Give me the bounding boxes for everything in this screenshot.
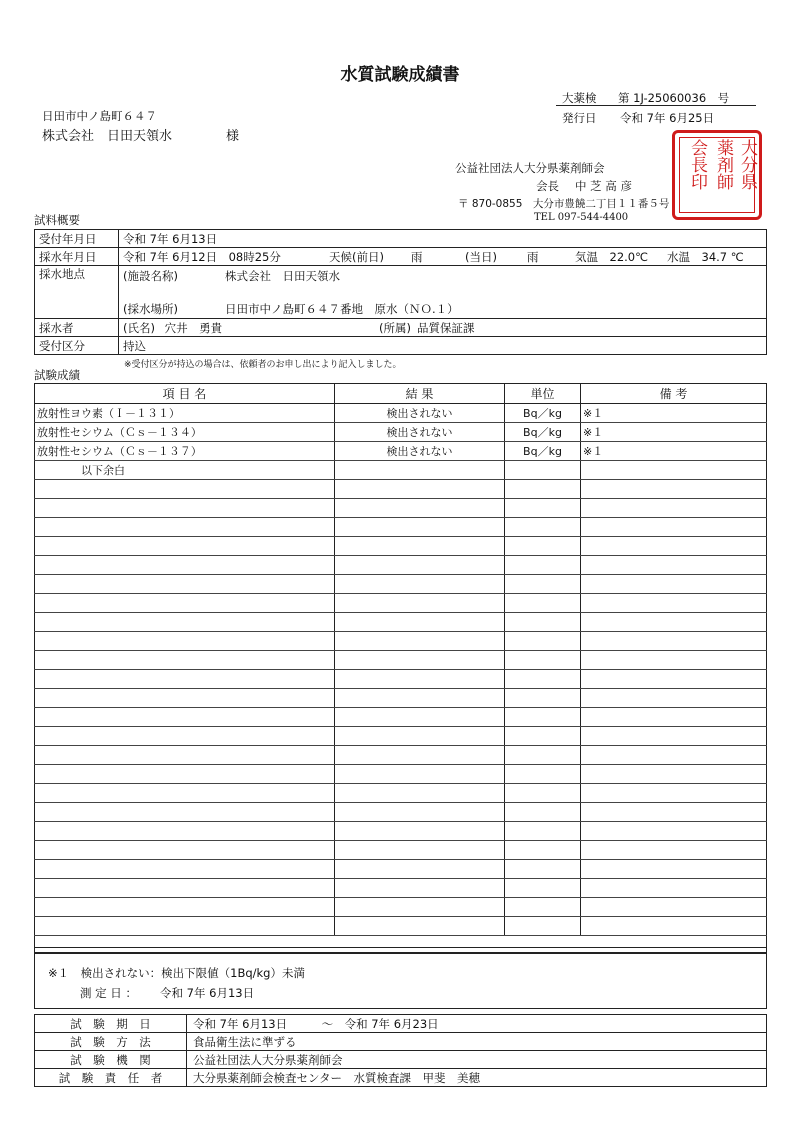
facility-value: 株式会社 日田天領水 (225, 269, 340, 283)
table-row (35, 423, 767, 442)
empty-cell (35, 879, 335, 898)
empty-cell (35, 670, 335, 689)
empty-cell (335, 556, 505, 575)
empty-cell (581, 499, 767, 518)
item-result: 検出されない (335, 404, 505, 423)
empty-cell (505, 461, 581, 480)
item-name: 放射性ヨウ素（Ｉ－１３１） (35, 404, 335, 423)
empty-cell (335, 841, 505, 860)
blank-table-row (35, 860, 767, 879)
empty-cell (505, 651, 581, 670)
empty-cell (335, 480, 505, 499)
sampler-name: 穴井 勇貴 (164, 320, 223, 335)
seal-column-4: 会長印 (687, 139, 707, 190)
blank-table-row (35, 575, 767, 594)
overview-row-received (35, 230, 767, 248)
issuer-telephone: TEL 097-544-4400 (534, 212, 629, 223)
empty-cell (505, 556, 581, 575)
empty-cell (581, 841, 767, 860)
item-remark: ※１ (581, 423, 767, 442)
empty-cell (505, 917, 581, 936)
empty-cell (505, 708, 581, 727)
empty-cell (35, 841, 335, 860)
empty-cell (505, 822, 581, 841)
empty-cell (581, 784, 767, 803)
overview-section-label: 試料概要 (34, 213, 80, 227)
empty-cell (35, 575, 335, 594)
blank-table-row (35, 613, 767, 632)
empty-cell (581, 556, 767, 575)
empty-cell (581, 765, 767, 784)
empty-cell (581, 518, 767, 537)
seal-column-2: 薬剤師 (713, 139, 733, 190)
header-item-name: 項 目 名 (35, 384, 335, 404)
air-temperature: 気温 22.0℃ (575, 250, 649, 264)
empty-cell (505, 879, 581, 898)
empty-cell (335, 594, 505, 613)
empty-cell (581, 594, 767, 613)
empty-cell (581, 670, 767, 689)
seal-column-1: 大分県 (737, 139, 757, 190)
blank-table-row (35, 518, 767, 537)
blank-table-row (35, 822, 767, 841)
document-title: 水質試験成績書 (340, 65, 460, 85)
blank-table-row (35, 689, 767, 708)
sampler-dept: 品質保証課 (417, 321, 475, 335)
empty-cell (35, 537, 335, 556)
blank-table-row (35, 803, 767, 822)
test-info-row (35, 1051, 767, 1069)
empty-cell (335, 575, 505, 594)
test-period-label: 試 験 期 日 (35, 1015, 187, 1033)
empty-cell (35, 613, 335, 632)
empty-cell (335, 689, 505, 708)
item-result: 検出されない (335, 423, 505, 442)
empty-cell (505, 898, 581, 917)
blank-table-row (35, 841, 767, 860)
empty-cell (505, 480, 581, 499)
test-period-value: 令和 7年 6月13日 ～ 令和 7年 6月23日 (187, 1015, 767, 1033)
item-unit: Bq／kg (505, 404, 581, 423)
empty-cell (581, 651, 767, 670)
weather-day-value: 雨 (527, 250, 539, 264)
blank-table-row (35, 708, 767, 727)
empty-cell (335, 898, 505, 917)
results-table (34, 383, 767, 936)
empty-cell (505, 746, 581, 765)
header-unit: 単位 (505, 384, 581, 404)
empty-cell (581, 575, 767, 594)
reception-note: ※受付区分が持込の場合は、依頼者のお申し出により記入しました。 (124, 360, 402, 370)
item-name: 放射性セシウム（Ｃｓ－１３４） (35, 423, 335, 442)
empty-cell (505, 518, 581, 537)
received-label: 受付年月日 (35, 230, 119, 248)
empty-cell (505, 765, 581, 784)
weather-prev-label: 天候(前日) (329, 250, 384, 264)
empty-cell (581, 708, 767, 727)
results-section-label: 試験成績 (34, 368, 80, 382)
weather-day-label: (当日) (465, 250, 497, 264)
header-remarks: 備 考 (581, 384, 767, 404)
blank-table-row (35, 594, 767, 613)
empty-cell (35, 689, 335, 708)
empty-cell (335, 765, 505, 784)
empty-cell (581, 480, 767, 499)
empty-cell (581, 461, 767, 480)
blank-table-row (35, 651, 767, 670)
test-responsible-value: 大分県薬剤師会検査センター 水質検査課 甲斐 美穂 (187, 1069, 767, 1087)
empty-cell (35, 765, 335, 784)
issuer-name: 中 芝 高 彦 (575, 179, 632, 193)
empty-cell (35, 822, 335, 841)
overview-row-sampled (35, 248, 767, 266)
empty-cell (35, 746, 335, 765)
empty-cell (581, 822, 767, 841)
blank-table-row (35, 632, 767, 651)
location-cell (119, 266, 767, 319)
item-unit: Bq／kg (505, 442, 581, 461)
empty-cell (505, 841, 581, 860)
item-remark: ※１ (581, 404, 767, 423)
facility-label: (施設名称) (123, 269, 178, 283)
table-row (35, 404, 767, 423)
test-info-row (35, 1069, 767, 1087)
official-seal-stamp (672, 130, 762, 220)
item-name: 放射性セシウム（Ｃｓ－１３７） (35, 442, 335, 461)
overview-row-reception (35, 337, 767, 355)
empty-cell (35, 860, 335, 879)
empty-cell (505, 860, 581, 879)
empty-cell (505, 575, 581, 594)
empty-cell (335, 746, 505, 765)
empty-cell (35, 708, 335, 727)
empty-cell (581, 917, 767, 936)
empty-cell (581, 746, 767, 765)
empty-cell (35, 594, 335, 613)
location-label: 採水地点 (35, 266, 119, 319)
empty-cell (505, 632, 581, 651)
empty-cell (581, 632, 767, 651)
blank-table-row (35, 784, 767, 803)
weather-prev-value: 雨 (411, 250, 423, 264)
empty-cell (581, 613, 767, 632)
blank-table-row (35, 879, 767, 898)
blank-table-row (35, 480, 767, 499)
empty-cell (505, 689, 581, 708)
test-info-table (34, 1014, 767, 1087)
empty-cell (335, 917, 505, 936)
test-info-row (35, 1015, 767, 1033)
empty-cell (335, 632, 505, 651)
empty-cell (581, 537, 767, 556)
empty-cell (35, 917, 335, 936)
overview-row-location (35, 266, 767, 319)
results-double-rule (34, 947, 767, 948)
header-result: 結 果 (335, 384, 505, 404)
blank-table-row (35, 727, 767, 746)
sampler-name-label: (氏名) (123, 320, 155, 335)
sampler-dept-label: (所属) (379, 321, 411, 335)
issue-date-label: 発行日 (562, 111, 597, 125)
empty-cell (581, 879, 767, 898)
empty-cell (505, 803, 581, 822)
detection-footnote: ※１ 検出されない：検出下限値（1Bq/kg）未満 (48, 966, 305, 980)
test-institution-value: 公益社団法人大分県薬剤師会 (187, 1051, 767, 1069)
blank-table-row (35, 556, 767, 575)
empty-cell (581, 727, 767, 746)
footnote-box (34, 953, 767, 1009)
empty-cell (335, 879, 505, 898)
empty-cell (505, 594, 581, 613)
empty-cell (335, 860, 505, 879)
blank-table-row (35, 917, 767, 936)
empty-cell (35, 480, 335, 499)
table-row (35, 442, 767, 461)
empty-cell (505, 784, 581, 803)
empty-cell (505, 727, 581, 746)
blank-table-row (35, 746, 767, 765)
test-info-row (35, 1033, 767, 1051)
recipient-name: 株式会社 日田天領水 (42, 129, 173, 144)
test-method-label: 試 験 方 法 (35, 1033, 187, 1051)
blank-table-row (35, 499, 767, 518)
reference-label: 大薬検 (562, 91, 597, 105)
empty-cell (335, 670, 505, 689)
remainder-text: 以下余白 (35, 461, 335, 480)
results-body (35, 404, 767, 936)
sampled-date: 令和 7年 6月12日 08時25分 (123, 249, 281, 264)
issuer-postal-address: 〒 870-0855 大分市豊饒二丁目１１番５号 (458, 198, 670, 210)
reference-underline (556, 105, 756, 106)
blank-table-row (35, 898, 767, 917)
empty-cell (335, 822, 505, 841)
recipient-address: 日田市中ノ島町６４７ (42, 109, 157, 123)
table-row (35, 461, 767, 480)
empty-cell (35, 803, 335, 822)
sampler-label: 採水者 (35, 319, 119, 337)
sampled-label: 採水年月日 (35, 248, 119, 266)
empty-cell (335, 803, 505, 822)
reception-label: 受付区分 (35, 337, 119, 355)
results-header-row (35, 384, 767, 404)
empty-cell (335, 727, 505, 746)
empty-cell (35, 518, 335, 537)
recipient-honorific: 様 (226, 129, 240, 144)
sampled-cell (119, 248, 767, 266)
item-result: 検出されない (335, 442, 505, 461)
issuer-title: 会長 (536, 179, 559, 193)
empty-cell (505, 670, 581, 689)
empty-cell (335, 651, 505, 670)
blank-table-row (35, 537, 767, 556)
issuer-organization: 公益社団法人大分県薬剤師会 (455, 161, 605, 175)
empty-cell (581, 803, 767, 822)
received-value: 令和 7年 6月13日 (119, 230, 767, 248)
empty-cell (35, 632, 335, 651)
empty-cell (581, 898, 767, 917)
empty-cell (505, 499, 581, 518)
water-temperature: 水温 34.7 ℃ (667, 250, 744, 264)
item-unit: Bq／kg (505, 423, 581, 442)
empty-cell (335, 499, 505, 518)
empty-cell (35, 898, 335, 917)
empty-cell (35, 499, 335, 518)
empty-cell (335, 784, 505, 803)
place-value: 日田市中ノ島町６４７番地 原水（ＮＯ.１） (225, 302, 459, 316)
empty-cell (335, 537, 505, 556)
empty-cell (505, 613, 581, 632)
empty-cell (335, 613, 505, 632)
test-institution-label: 試 験 機 関 (35, 1051, 187, 1069)
empty-cell (335, 708, 505, 727)
reception-value: 持込 (119, 337, 767, 355)
empty-cell (35, 784, 335, 803)
empty-cell (505, 537, 581, 556)
overview-row-sampler (35, 319, 767, 337)
blank-table-row (35, 765, 767, 784)
empty-cell (581, 689, 767, 708)
empty-cell (581, 860, 767, 879)
empty-cell (35, 651, 335, 670)
empty-cell (335, 518, 505, 537)
blank-table-row (35, 670, 767, 689)
issue-date: 令和 7年 6月25日 (620, 111, 715, 125)
item-remark: ※１ (581, 442, 767, 461)
measure-date: 令和 7年 6月13日 (160, 986, 255, 1000)
sampler-cell (119, 319, 767, 337)
test-method-value: 食品衛生法に準ずる (187, 1033, 767, 1051)
place-label: (採水場所) (123, 302, 178, 316)
empty-cell (35, 727, 335, 746)
test-responsible-label: 試 験 責 任 者 (35, 1069, 187, 1087)
empty-cell (35, 556, 335, 575)
measure-date-label: 測 定 日 ： (80, 986, 137, 1000)
empty-cell (335, 461, 505, 480)
reference-number: 第 1J-25060036 号 (618, 91, 730, 105)
overview-table (34, 229, 767, 355)
